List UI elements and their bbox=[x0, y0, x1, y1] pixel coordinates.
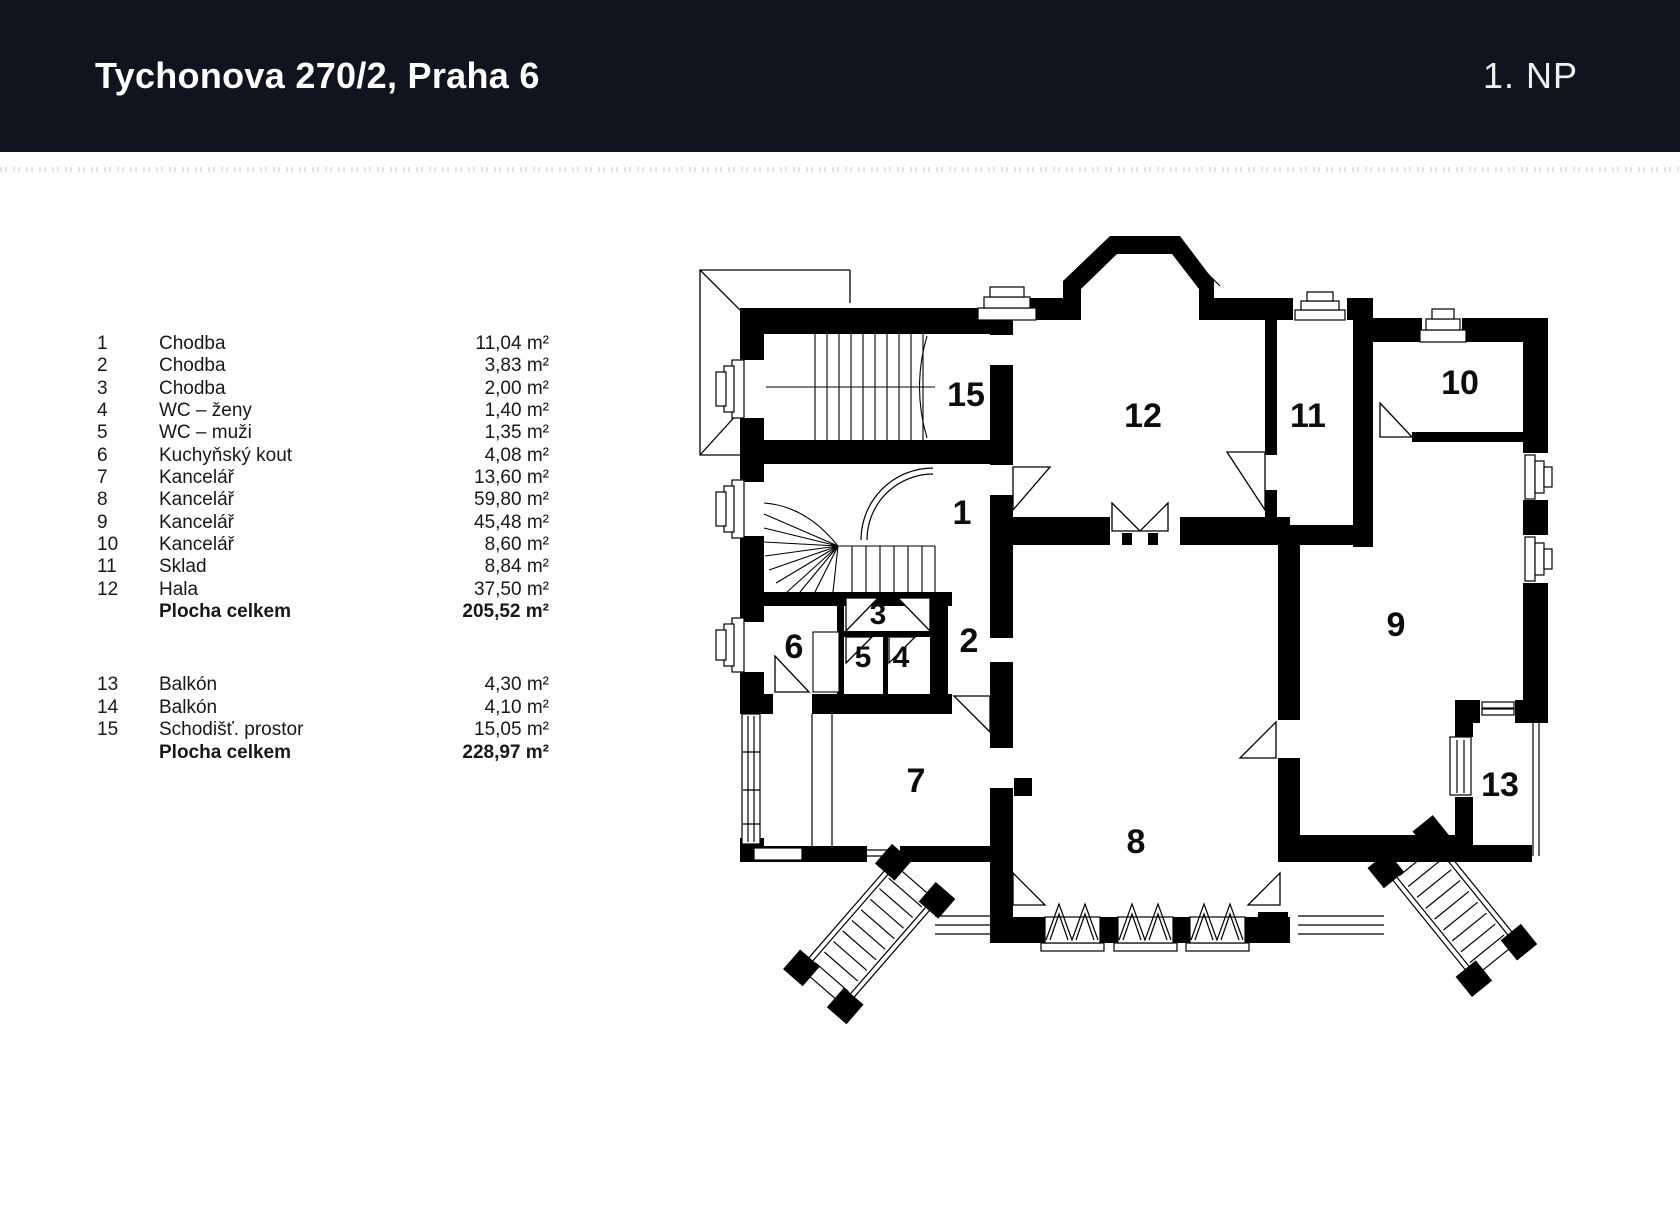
room-label-6: 6 bbox=[784, 628, 804, 666]
room-number: 6 bbox=[97, 444, 108, 466]
room-name: Kuchyňský kout bbox=[159, 444, 293, 466]
room-label-15: 15 bbox=[947, 376, 985, 414]
room-name: Kancelář bbox=[159, 489, 234, 511]
total-area: 228,97 m² bbox=[462, 741, 549, 763]
room-label-12: 12 bbox=[1124, 397, 1162, 435]
room-name: Balkón bbox=[159, 674, 218, 696]
room-label-8: 8 bbox=[1126, 823, 1146, 861]
counter-room6 bbox=[813, 632, 839, 692]
room-area: 8,84 m² bbox=[484, 556, 549, 578]
room-number: 9 bbox=[97, 511, 108, 533]
room-number: 11 bbox=[97, 556, 117, 578]
room-name: Chodba bbox=[159, 333, 226, 354]
room-number: 8 bbox=[97, 489, 108, 511]
room-number: 1 bbox=[97, 333, 108, 354]
room-area: 45,48 m² bbox=[474, 511, 549, 533]
room-number: 3 bbox=[97, 377, 108, 399]
room-name: WC – ženy bbox=[159, 400, 252, 422]
room-name: WC – muži bbox=[159, 422, 252, 444]
room-name: Kancelář bbox=[159, 467, 234, 489]
room-label-5: 5 bbox=[854, 641, 872, 674]
room-number: 5 bbox=[97, 422, 108, 444]
room-number: 13 bbox=[97, 674, 119, 696]
subtotal-label: Plocha celkem bbox=[159, 601, 292, 623]
room-area: 37,50 m² bbox=[474, 578, 549, 600]
room-area: 4,08 m² bbox=[484, 444, 549, 466]
page-title: Tychonova 270/2, Praha 6 bbox=[95, 55, 540, 96]
room-area: 15,05 m² bbox=[474, 719, 549, 741]
room-area: 59,80 m² bbox=[474, 489, 549, 511]
room-area: 8,60 m² bbox=[484, 534, 549, 556]
room-label-9: 9 bbox=[1386, 606, 1406, 644]
room-area: 13,60 m² bbox=[474, 467, 549, 489]
room-number: 4 bbox=[97, 400, 108, 422]
room-number: 12 bbox=[97, 578, 119, 600]
floor-label: 1. NP bbox=[1482, 55, 1578, 96]
room-number: 10 bbox=[97, 534, 119, 556]
room-name: Chodba bbox=[159, 355, 226, 377]
room-label-13: 13 bbox=[1481, 766, 1519, 804]
subtotal-area: 205,52 m² bbox=[462, 601, 549, 623]
room-area: 1,35 m² bbox=[484, 422, 549, 444]
room-label-10: 10 bbox=[1441, 364, 1479, 402]
room-name: Hala bbox=[159, 578, 199, 600]
room-area: 1,40 m² bbox=[484, 400, 549, 422]
room-area: 3,83 m² bbox=[484, 355, 549, 377]
room-area: 4,10 m² bbox=[484, 696, 549, 718]
room-label-1: 1 bbox=[952, 494, 972, 532]
room-name: Schodišť. prostor bbox=[159, 719, 304, 741]
room-name: Balkón bbox=[159, 696, 218, 718]
room-area: 4,30 m² bbox=[484, 674, 549, 696]
room-label-7: 7 bbox=[906, 762, 926, 800]
room-name: Kancelář bbox=[159, 534, 234, 556]
room-number: 14 bbox=[97, 696, 119, 718]
room-label-2: 2 bbox=[959, 622, 979, 660]
room-area: 11,04 m² bbox=[475, 333, 549, 354]
room-name: Chodba bbox=[159, 377, 226, 399]
room-number: 15 bbox=[97, 719, 119, 741]
room-area: 2,00 m² bbox=[484, 377, 549, 399]
room-label-4: 4 bbox=[892, 641, 910, 674]
room-number: 7 bbox=[97, 467, 108, 489]
room-label-11: 11 bbox=[1290, 397, 1326, 435]
exterior-stair-left bbox=[783, 844, 955, 1024]
room-name: Sklad bbox=[159, 556, 207, 578]
room-label-3: 3 bbox=[869, 598, 887, 631]
total-label: Plocha celkem bbox=[159, 741, 292, 763]
room-number: 2 bbox=[97, 355, 108, 377]
room-name: Kancelář bbox=[159, 511, 234, 533]
